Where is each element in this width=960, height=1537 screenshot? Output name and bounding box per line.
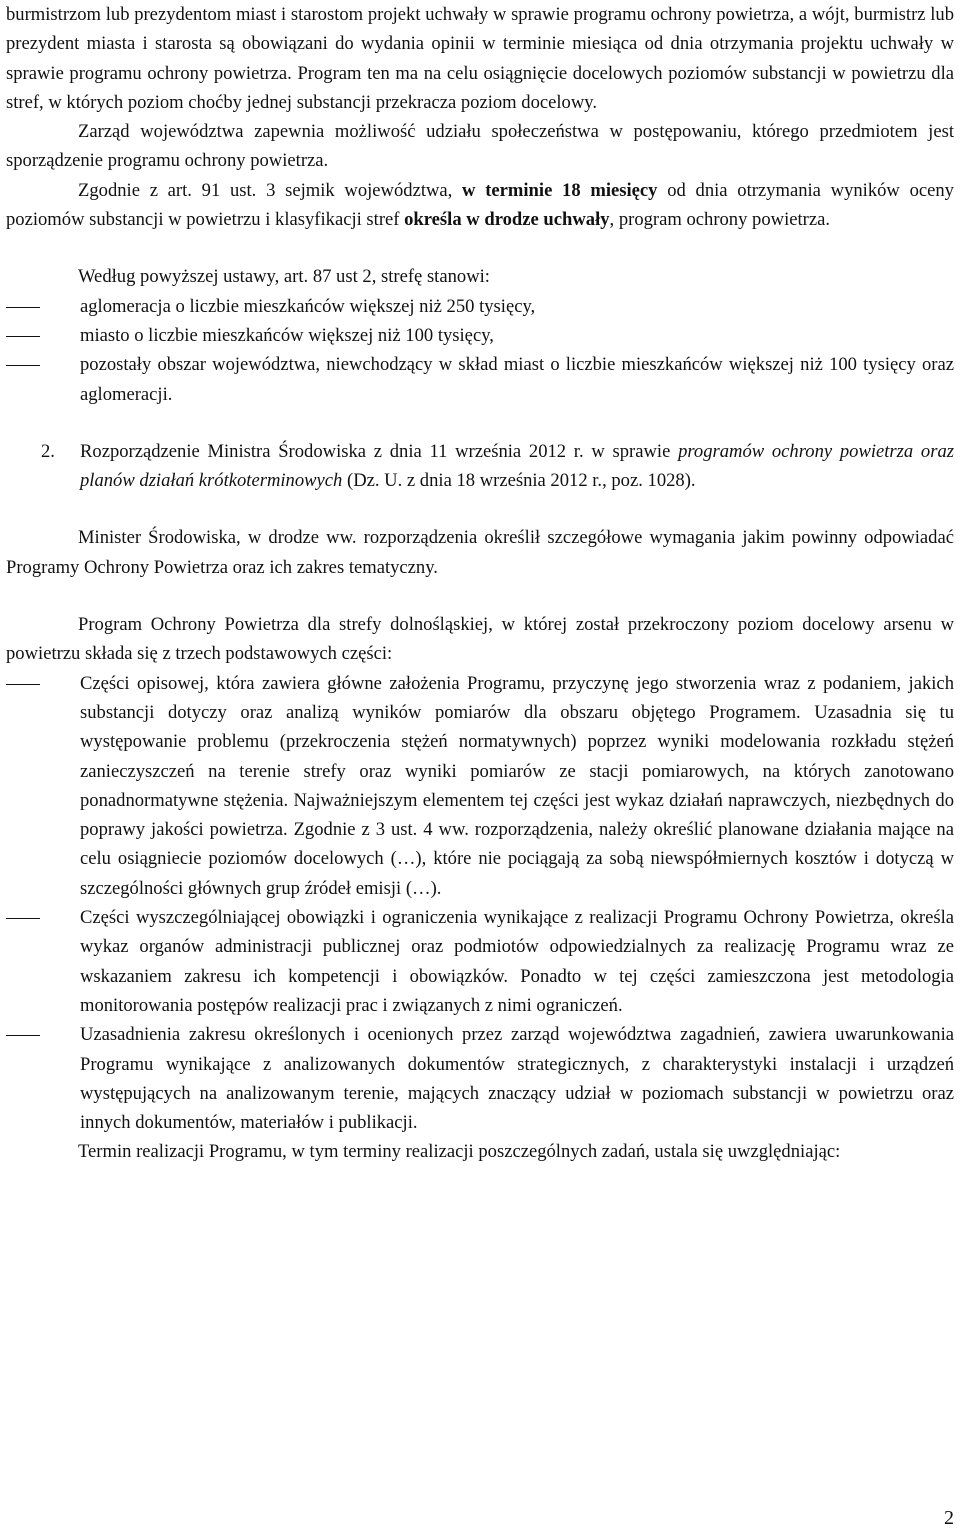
termin-paragraph: Termin realizacji Programu, w tym terminy realizacji poszczególnych zadań, ustala się uwzględniając: [78,1141,841,1163]
list-item-text: aglomeracja o liczbie mieszkańców większej niż 250 tysięcy, [80,295,536,317]
dash-bullet [6,1035,40,1036]
list-item [6,669,954,903]
zgodnie-bold-action: określa w drodze uchwały [404,209,610,231]
zgodnie-bold-term: w terminie 18 miesięcy [462,179,658,201]
document-body [6,0,954,1167]
dash-bullet [6,336,40,337]
minister-paragraph: Minister Środowiska, w drodze ww. rozporządzenia określił szczegółowe wymagania jakim powinny odpowiadać Programy Ochrony Powietrza oraz ich zakres tematyczny. [6,527,954,578]
zgodnie-text-3: , program ochrony powietrza. [609,209,830,231]
zgodnie-text-1: Zgodnie z art. 91 ust. 3 sejmik województwa, [78,179,463,201]
dash-bullet [6,307,40,308]
numbered-item-2 [6,437,954,496]
intro-paragraph: burmistrzom lub prezydentom miast i starostom projekt uchwały w sprawie programu ochrony powietrza, a wójt, burmistrz lub prezydent miasta i starosta są obowiązani do wydania opinii w terminie miesiąca od dnia otrzymania projektu uchwały w sprawie programu ochrony powietrza. Program ten ma na celu osiągnięcie docelowych poziomów substancji w powietrzu dla stref, w których poziom choćby jednej substancji przekracza poziom docelowy. [6,4,954,113]
item-number: 2. [41,440,55,462]
wedlug-paragraph: Według powyższej ustawy, art. 87 ust 2, strefę stanowi: [78,266,490,288]
page-number: 2 [944,1507,954,1529]
dash-bullet [6,365,40,366]
regulation-text-1: Rozporządzenie Ministra Środowiska z dnia 11 września 2012 r. w sprawie [80,440,679,462]
program-paragraph: Program Ochrony Powietrza dla strefy dolnośląskiej, w której został przekroczony poziom docelowy arsenu w powietrzu składa się z trzech podstawowych części: [6,614,954,665]
list-item-text: miasto o liczbie mieszkańców większej niż 100 tysięcy, [80,324,494,346]
list-item-text: Części opisowej, która zawiera główne założenia Programu, przyczynę jego stworzenia wraz z podaniem, jakich substancji dotyczy oraz analizą wyników pomiarów dla obszaru objętego Programem. Uzasadnia się tu występowanie problemu (przekroczenia stężeń normatywnych) poprzez wyniki modelowania rozkładu stężeń zanieczyszczeń na terenie strefy oraz wyniki pomiarów ze stacji pomiarowych, na których zanotowano ponadnormatywne stężenia. Najważniejszym elementem tej części jest wykaz działań naprawczych, niezbędnych do poprawy jakości powietrza. Zgodnie z 3 ust. 4 ww. rozporządzenia, należy określić planowane działania mające na celu osiągniecie poziomów docelowych (…), które nie pociągają za sobą niewspółmiernych kosztów i dotyczą w szczególności głównych grup źródeł emisji (…). [80,672,954,899]
zarzad-paragraph: Zarząd województwa zapewnia możliwość udziału społeczeństwa w postępowaniu, którego przedmiotem jest sporządzenie programu ochrony powietrza. [6,121,954,172]
zgodnie-paragraph [6,176,954,235]
list-item-text: pozostały obszar województwa, niewchodzący w skład miast o liczbie mieszkańców większej niż 100 tysięcy oraz aglomeracji. [80,354,954,405]
list-item [6,292,954,321]
list-item [6,903,954,1020]
list-item [6,350,954,409]
dash-bullet [6,684,40,685]
list-item-text: Uzasadnienia zakresu określonych i ocenionych przez zarząd województwa zagadnień, zawiera uwarunkowania Programu wynikające z analizowanych dokumentów strategicznych, z charakterystyki instalacji i urządzeń występujących na analizowanym terenie, mających znaczący udział w poziomach substancji w powietrzu oraz innych dokumentów, materiałów i publikacji. [80,1024,954,1134]
regulation-text-2: (Dz. U. z dnia 18 września 2012 r., poz. 1028). [342,470,696,492]
zgodnie-text-2: od dnia otrzymania wyników oceny poziomów substancji w powietrzu i klasyfikacji stref [6,179,954,231]
list-item [6,1020,954,1137]
regulation-title: programów ochrony powietrza oraz planów działań krótkoterminowych [80,440,954,492]
dash-bullet [6,918,40,919]
list-item [6,321,954,350]
list-item-text: Części wyszczególniającej obowiązki i ograniczenia wynikające z realizacji Programu Ochrony Powietrza, określa wykaz organów administracji publicznej oraz podmiotów odpowiedzialnych za realizację Programu wraz ze wskazaniem zakresu ich kompetencji i obowiązków. Ponadto w tej części zamieszczona jest metodologia monitorowania postępów realizacji prac i związanych z nimi ograniczeń. [80,907,954,1016]
